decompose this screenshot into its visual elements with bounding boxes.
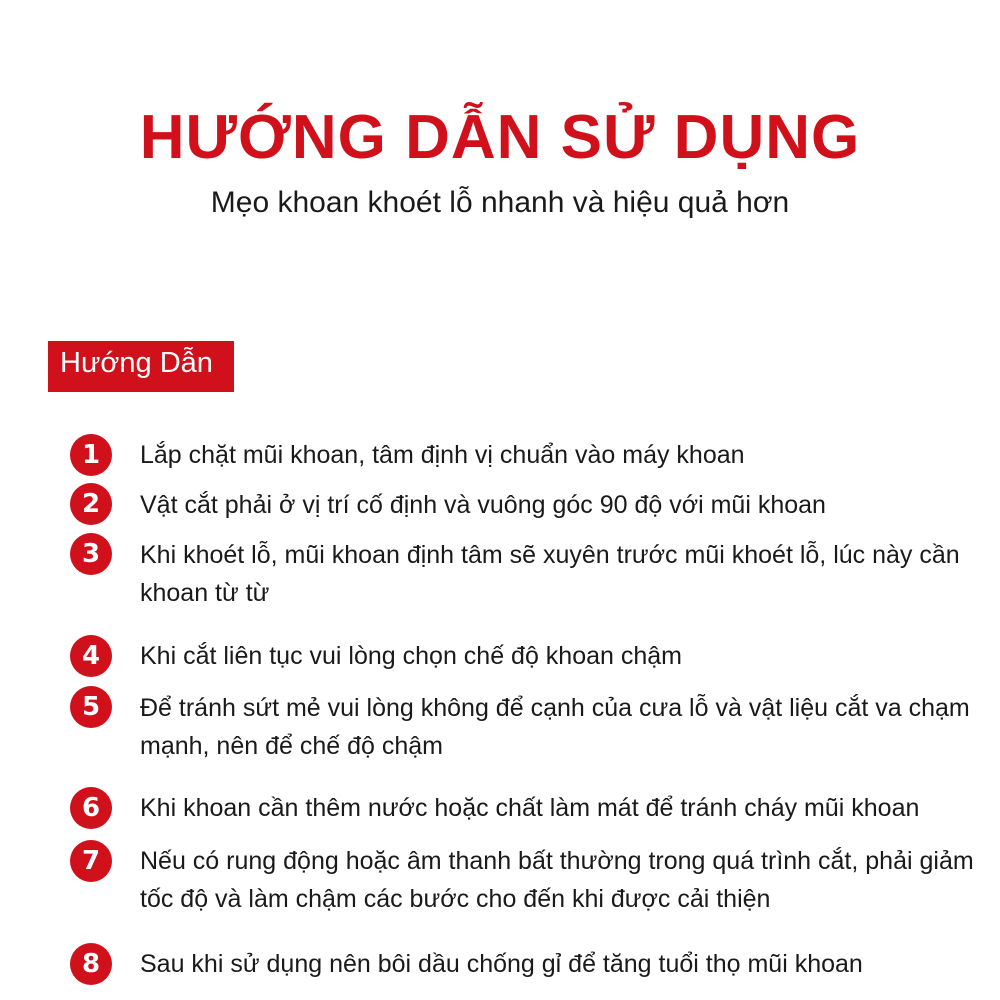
step-number-badge: 6 [70, 787, 112, 829]
step-text: Để tránh sứt mẻ vui lòng không để cạnh của cưa lỗ và vật liệu cắt va chạm mạnh, nên để chế độ chậm [140, 694, 970, 760]
step-number-badge: 3 [70, 533, 112, 575]
step-text: Vật cắt phải ở vị trí cố định và vuông góc 90 độ với mũi khoan [140, 491, 826, 519]
step-number-badge: 5 [70, 686, 112, 728]
step-number-badge: 1 [70, 434, 112, 476]
section-label: Hướng Dẫn [48, 341, 234, 392]
step-text: Khi cắt liên tục vui lòng chọn chế độ khoan chậm [140, 642, 683, 670]
step-text: Lắp chặt mũi khoan, tâm định vị chuẩn vào máy khoan [140, 441, 745, 469]
step-number-badge: 2 [70, 483, 112, 525]
step-number-badge: 7 [70, 840, 112, 882]
step-number-badge: 4 [70, 635, 112, 677]
page-title: HƯỚNG DẪN SỬ DỤNG [139, 103, 861, 172]
step-number-badge: 8 [70, 943, 112, 985]
step-text: Khi khoét lỗ, mũi khoan định tâm sẽ xuyên trước mũi khoét lỗ, lúc này cần khoan từ từ [140, 541, 960, 607]
page-subtitle: Mẹo khoan khoét lỗ nhanh và hiệu quả hơn [210, 186, 790, 219]
step-text: Sau khi sử dụng nên bôi dầu chống gỉ để tăng tuổi thọ mũi khoan [140, 950, 863, 978]
step-text: Nếu có rung động hoặc âm thanh bất thường trong quá trình cắt, phải giảm tốc độ và làm chậm các bước cho đến khi được cải thiện [140, 847, 974, 913]
step-text: Khi khoan cần thêm nước hoặc chất làm mát để tránh cháy mũi khoan [140, 794, 920, 822]
